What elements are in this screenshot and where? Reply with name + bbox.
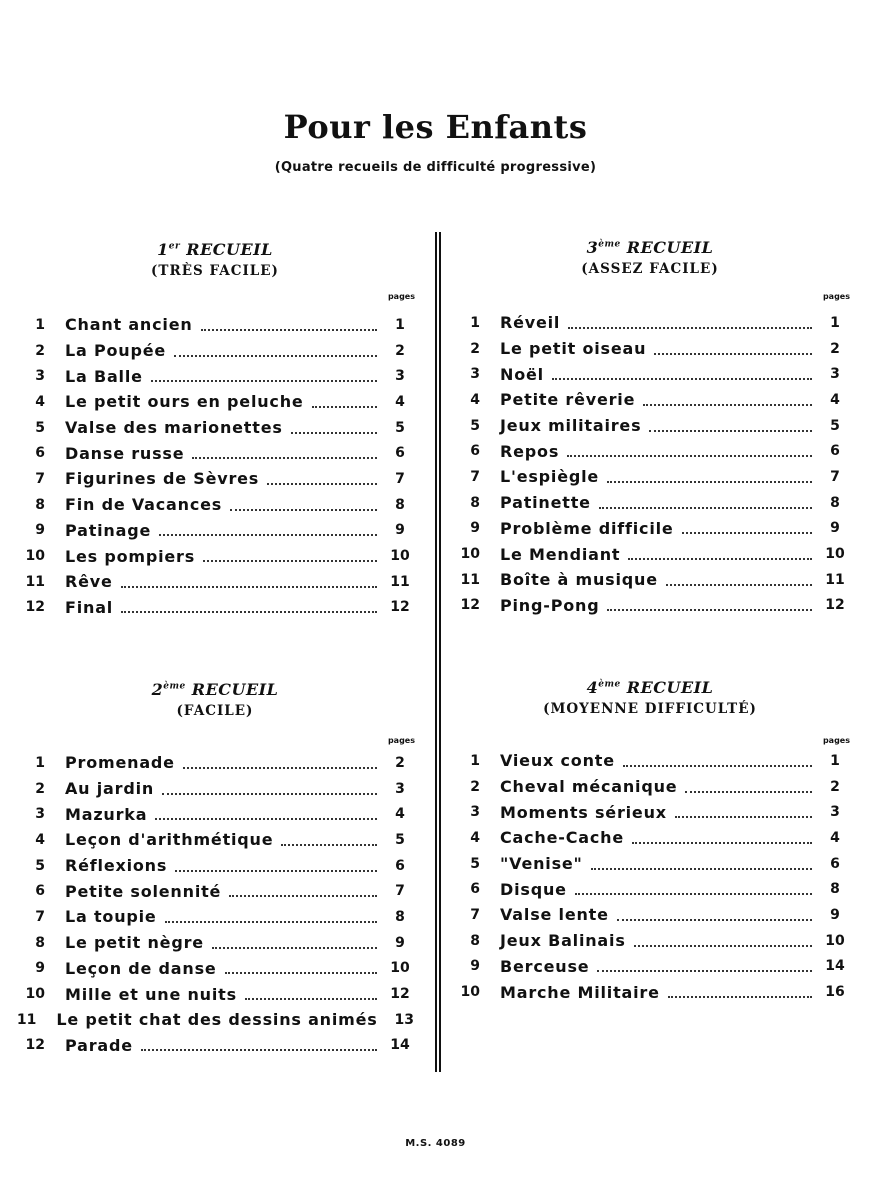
- leader-dots: [141, 1049, 377, 1051]
- toc-title: Au jardin: [65, 779, 155, 799]
- toc-page: 9: [395, 934, 405, 951]
- toc-number: 10: [25, 986, 45, 1003]
- toc-page: 8: [395, 908, 405, 925]
- leader-dots: [552, 378, 812, 380]
- toc-title: Petite rêverie: [500, 390, 636, 410]
- toc-title: Parade: [65, 1035, 133, 1055]
- section-name: RECUEIL: [626, 678, 714, 697]
- section-ordinal-suffix: ème: [598, 239, 621, 250]
- leader-dots: [165, 921, 377, 923]
- toc-page: 14: [390, 1037, 410, 1054]
- column-divider: [435, 232, 441, 1072]
- toc-number: 4: [470, 829, 480, 846]
- toc-title: "Venise": [500, 854, 583, 874]
- toc-title: Chant ancien: [65, 315, 193, 335]
- toc-row: [450, 541, 850, 567]
- toc-number: 2: [470, 778, 480, 795]
- toc-number: 11: [16, 1011, 37, 1028]
- toc-title: Jeux militaires: [500, 416, 642, 436]
- toc-page: 2: [830, 340, 840, 357]
- leader-dots: [607, 609, 812, 611]
- leader-dots: [183, 767, 377, 769]
- toc-title: La toupie: [65, 907, 157, 927]
- toc-number: 5: [470, 417, 480, 434]
- toc-title: Promenade: [65, 753, 175, 773]
- leader-dots: [174, 355, 377, 357]
- toc-title: Boîte à musique: [500, 570, 658, 590]
- toc-number: 7: [470, 906, 480, 923]
- toc-row: [15, 543, 415, 569]
- toc-page: 4: [830, 391, 840, 408]
- leader-dots: [155, 818, 377, 820]
- section-recueil-4: [450, 678, 850, 1002]
- section-difficulty: (TRÈS FACILE): [151, 263, 279, 279]
- toc-title: Leçon de danse: [65, 958, 217, 978]
- section-ordinal: 4: [586, 678, 599, 697]
- leader-dots: [628, 558, 812, 560]
- section-name: RECUEIL: [186, 240, 273, 259]
- toc-page: 3: [395, 780, 405, 797]
- toc-number: 12: [25, 599, 45, 616]
- toc-page: 2: [395, 754, 405, 771]
- toc-title: Patinette: [500, 493, 591, 513]
- toc-title: Problème difficile: [500, 518, 674, 538]
- leader-dots: [267, 483, 377, 485]
- toc-title: Leçon d'arithmétique: [65, 830, 274, 850]
- toc-title: La Balle: [65, 366, 143, 386]
- toc-number: 1: [470, 752, 480, 769]
- toc-page: 6: [395, 445, 405, 462]
- toc-row: [15, 415, 415, 441]
- toc-page: 5: [395, 831, 405, 848]
- toc-page: 7: [395, 470, 405, 487]
- toc-page: 10: [390, 960, 410, 977]
- pages-label: pages: [822, 736, 850, 745]
- toc-page: 13: [394, 1011, 415, 1028]
- toc-row: [15, 440, 415, 466]
- toc-page: 11: [390, 573, 410, 590]
- toc-page: 4: [395, 393, 405, 410]
- toc-row: [450, 516, 850, 542]
- leader-dots: [159, 534, 377, 536]
- toc-title: Rêve: [65, 572, 113, 592]
- leader-dots: [649, 430, 812, 432]
- toc-row: [450, 902, 850, 928]
- page-title: Pour les Enfants: [283, 108, 588, 146]
- toc-title: Le Mendiant: [500, 544, 621, 564]
- toc-number: 8: [470, 494, 480, 511]
- toc-title: Berceuse: [500, 956, 590, 976]
- section-name: RECUEIL: [191, 680, 279, 699]
- leader-dots: [666, 584, 812, 586]
- toc-number: 8: [470, 932, 480, 949]
- toc-page: 5: [830, 417, 840, 434]
- toc-page: 9: [830, 906, 840, 923]
- toc-row: [450, 593, 850, 619]
- toc-page: 4: [830, 829, 840, 846]
- toc-number: 6: [35, 883, 45, 900]
- section-heading: [450, 678, 850, 697]
- section-heading: [450, 238, 850, 257]
- toc-row: [15, 776, 415, 802]
- section-recueil-1: [15, 240, 415, 617]
- leader-dots: [291, 432, 377, 434]
- toc-row: [15, 389, 415, 415]
- toc-number: 3: [35, 806, 45, 823]
- toc-number: 3: [35, 368, 45, 385]
- toc-row: [450, 876, 850, 902]
- toc-number: 7: [35, 908, 45, 925]
- leader-dots: [212, 947, 377, 949]
- leader-dots: [668, 996, 812, 998]
- toc-page: 8: [830, 881, 840, 898]
- leader-dots: [617, 919, 812, 921]
- toc-row: [15, 956, 415, 982]
- toc-number: 11: [460, 571, 480, 588]
- toc-number: 5: [470, 855, 480, 872]
- toc-page: 8: [830, 494, 840, 511]
- leader-dots: [643, 404, 812, 406]
- toc-row: [15, 466, 415, 492]
- section-ordinal: 3: [586, 238, 599, 257]
- toc-page: 2: [395, 342, 405, 359]
- toc-page: 3: [395, 368, 405, 385]
- toc-row: [450, 361, 850, 387]
- toc-title: Le petit ours en peluche: [65, 392, 304, 412]
- toc-title: Jeux Balinais: [500, 931, 626, 951]
- section-ordinal: 2: [151, 680, 164, 699]
- toc-row: [450, 954, 850, 980]
- toc-list: [450, 310, 850, 618]
- toc-number: 9: [470, 958, 480, 975]
- toc-page: 10: [825, 546, 845, 563]
- section-ordinal-suffix: ème: [163, 681, 186, 692]
- leader-dots: [162, 793, 377, 795]
- leader-dots: [281, 844, 377, 846]
- leader-dots: [245, 998, 377, 1000]
- toc-row: [450, 310, 850, 336]
- toc-row: [15, 981, 415, 1007]
- toc-row: [15, 518, 415, 544]
- leader-dots: [567, 455, 812, 457]
- toc-number: 6: [470, 443, 480, 460]
- pages-label: pages: [387, 736, 415, 745]
- leader-dots: [203, 560, 377, 562]
- toc-title: Réflexions: [65, 856, 168, 876]
- toc-row: [450, 336, 850, 362]
- toc-number: 4: [470, 391, 480, 408]
- toc-page: 4: [395, 806, 405, 823]
- toc-title: L'espiègle: [500, 467, 600, 487]
- toc-title: Valse lente: [500, 905, 609, 925]
- toc-number: 4: [35, 831, 45, 848]
- toc-page: 8: [395, 496, 405, 513]
- section-recueil-3: [450, 238, 850, 615]
- leader-dots: [121, 611, 377, 613]
- leader-dots: [591, 868, 812, 870]
- toc-row: [450, 825, 850, 851]
- toc-title: Noël: [500, 364, 544, 384]
- section-difficulty: (MOYENNE DIFFICULTÉ): [543, 701, 757, 717]
- toc-number: 7: [470, 468, 480, 485]
- toc-title: Mazurka: [65, 804, 148, 824]
- toc-title: Figurines de Sèvres: [65, 469, 260, 489]
- toc-title: Valse des marionettes: [65, 418, 283, 438]
- leader-dots: [230, 509, 377, 511]
- leader-dots: [654, 353, 812, 355]
- toc-number: 4: [35, 393, 45, 410]
- section-heading: [15, 240, 415, 259]
- toc-page: 6: [830, 855, 840, 872]
- section-ordinal-suffix: ème: [598, 679, 621, 690]
- toc-row: [15, 1033, 415, 1059]
- pages-label: pages: [822, 292, 850, 301]
- toc-row: [15, 853, 415, 879]
- toc-number: 1: [470, 314, 480, 331]
- toc-number: 9: [470, 520, 480, 537]
- toc-row: [15, 930, 415, 956]
- leader-dots: [229, 895, 377, 897]
- toc-page: 2: [830, 778, 840, 795]
- toc-number: 10: [25, 548, 45, 565]
- leader-dots: [568, 327, 812, 329]
- toc-title: Mille et une nuits: [65, 984, 237, 1004]
- toc-number: 1: [35, 754, 45, 771]
- toc-row: [15, 801, 415, 827]
- toc-page: 7: [830, 468, 840, 485]
- toc-number: 12: [25, 1037, 45, 1054]
- toc-number: 7: [35, 470, 45, 487]
- toc-title: Marche Militaire: [500, 982, 660, 1002]
- toc-row: [450, 464, 850, 490]
- leader-dots: [225, 972, 377, 974]
- toc-page: 3: [830, 366, 840, 383]
- toc-list: [450, 748, 850, 1005]
- toc-title: Disque: [500, 879, 567, 899]
- toc-number: 2: [35, 342, 45, 359]
- toc-page: 16: [825, 984, 845, 1001]
- toc-title: La Poupée: [65, 341, 167, 361]
- toc-title: Moments sérieux: [500, 802, 667, 822]
- toc-title: Patinage: [65, 520, 152, 540]
- toc-page: 7: [395, 883, 405, 900]
- section-heading: [15, 680, 415, 699]
- toc-page: 3: [830, 804, 840, 821]
- toc-page: 6: [830, 443, 840, 460]
- leader-dots: [151, 380, 377, 382]
- toc-number: 9: [35, 960, 45, 977]
- section-ordinal: 1: [157, 240, 169, 259]
- leader-dots: [682, 532, 812, 534]
- toc-title: Final: [65, 597, 114, 617]
- leader-dots: [685, 791, 812, 793]
- toc-page: 1: [395, 316, 405, 333]
- toc-number: 5: [35, 419, 45, 436]
- toc-row: [15, 595, 415, 621]
- leader-dots: [192, 457, 377, 459]
- leader-dots: [599, 507, 812, 509]
- toc-page: 1: [830, 314, 840, 331]
- toc-number: 9: [35, 522, 45, 539]
- toc-row: [15, 750, 415, 776]
- toc-number: 12: [460, 597, 480, 614]
- toc-number: 3: [470, 366, 480, 383]
- toc-row: [450, 928, 850, 954]
- toc-title: Réveil: [500, 313, 561, 333]
- toc-page: 9: [830, 520, 840, 537]
- leader-dots: [632, 842, 812, 844]
- toc-row: [15, 569, 415, 595]
- toc-page: 9: [395, 522, 405, 539]
- toc-title: Cache-Cache: [500, 828, 624, 848]
- toc-row: [15, 363, 415, 389]
- toc-page: 10: [825, 932, 845, 949]
- section-difficulty: (ASSEZ FACILE): [581, 261, 719, 277]
- toc-list: [15, 750, 415, 1058]
- toc-title: Repos: [500, 441, 560, 461]
- section-recueil-2: [15, 680, 415, 1055]
- toc-number: 8: [35, 934, 45, 951]
- toc-row: [450, 799, 850, 825]
- toc-row: [15, 492, 415, 518]
- toc-row: [450, 851, 850, 877]
- toc-title: Le petit oiseau: [500, 339, 647, 359]
- toc-page: 12: [390, 986, 410, 1003]
- page-subtitle: (Quatre recueils de difficulté progressive): [274, 160, 597, 175]
- toc-row: [450, 979, 850, 1005]
- toc-page: 11: [825, 571, 845, 588]
- leader-dots: [675, 816, 812, 818]
- toc-title: Les pompiers: [65, 546, 196, 566]
- toc-title: Ping-Pong: [500, 595, 600, 615]
- toc-number: 6: [35, 445, 45, 462]
- toc-number: 2: [35, 780, 45, 797]
- toc-row: [450, 748, 850, 774]
- toc-row: [450, 490, 850, 516]
- toc-row: [450, 413, 850, 439]
- pages-label: pages: [387, 292, 415, 301]
- section-difficulty: (FACILE): [176, 703, 254, 719]
- toc-page: 12: [825, 597, 845, 614]
- toc-row: [15, 338, 415, 364]
- toc-title: Vieux conte: [500, 751, 615, 771]
- toc-page: 5: [395, 419, 405, 436]
- toc-number: 6: [470, 881, 480, 898]
- leader-dots: [175, 870, 377, 872]
- leader-dots: [607, 481, 812, 483]
- toc-number: 11: [25, 573, 45, 590]
- leader-dots: [623, 765, 812, 767]
- toc-title: Le petit nègre: [65, 933, 204, 953]
- toc-number: 8: [35, 496, 45, 513]
- leader-dots: [201, 329, 377, 331]
- toc-number: 5: [35, 857, 45, 874]
- leader-dots: [597, 970, 812, 972]
- toc-number: 2: [470, 340, 480, 357]
- leader-dots: [121, 586, 377, 588]
- plate-number: M.S. 4089: [405, 1138, 466, 1149]
- toc-row: [15, 827, 415, 853]
- toc-page: 12: [390, 599, 410, 616]
- toc-number: 1: [35, 316, 45, 333]
- leader-dots: [575, 893, 812, 895]
- leader-dots: [634, 945, 812, 947]
- toc-title: Cheval mécanique: [500, 777, 678, 797]
- toc-row: [450, 567, 850, 593]
- toc-title: Le petit chat des dessins animés: [56, 1010, 378, 1030]
- toc-page: 14: [825, 958, 845, 975]
- toc-row: [450, 774, 850, 800]
- toc-list: [15, 312, 415, 620]
- toc-title: Danse russe: [65, 443, 185, 463]
- toc-number: 3: [470, 804, 480, 821]
- toc-title: Petite solennité: [65, 881, 222, 901]
- section-name: RECUEIL: [626, 238, 714, 257]
- toc-page: 6: [395, 857, 405, 874]
- toc-row: [450, 438, 850, 464]
- toc-row: [15, 312, 415, 338]
- toc-row: [15, 878, 415, 904]
- section-ordinal-suffix: er: [168, 241, 181, 252]
- toc-row: [450, 387, 850, 413]
- toc-title: Fin de Vacances: [65, 495, 223, 515]
- toc-number: 10: [460, 984, 480, 1001]
- toc-page: 1: [830, 752, 840, 769]
- toc-page: 10: [390, 548, 410, 565]
- toc-row: [15, 904, 415, 930]
- leader-dots: [312, 406, 377, 408]
- toc-row: [15, 1007, 415, 1033]
- toc-number: 10: [460, 546, 480, 563]
